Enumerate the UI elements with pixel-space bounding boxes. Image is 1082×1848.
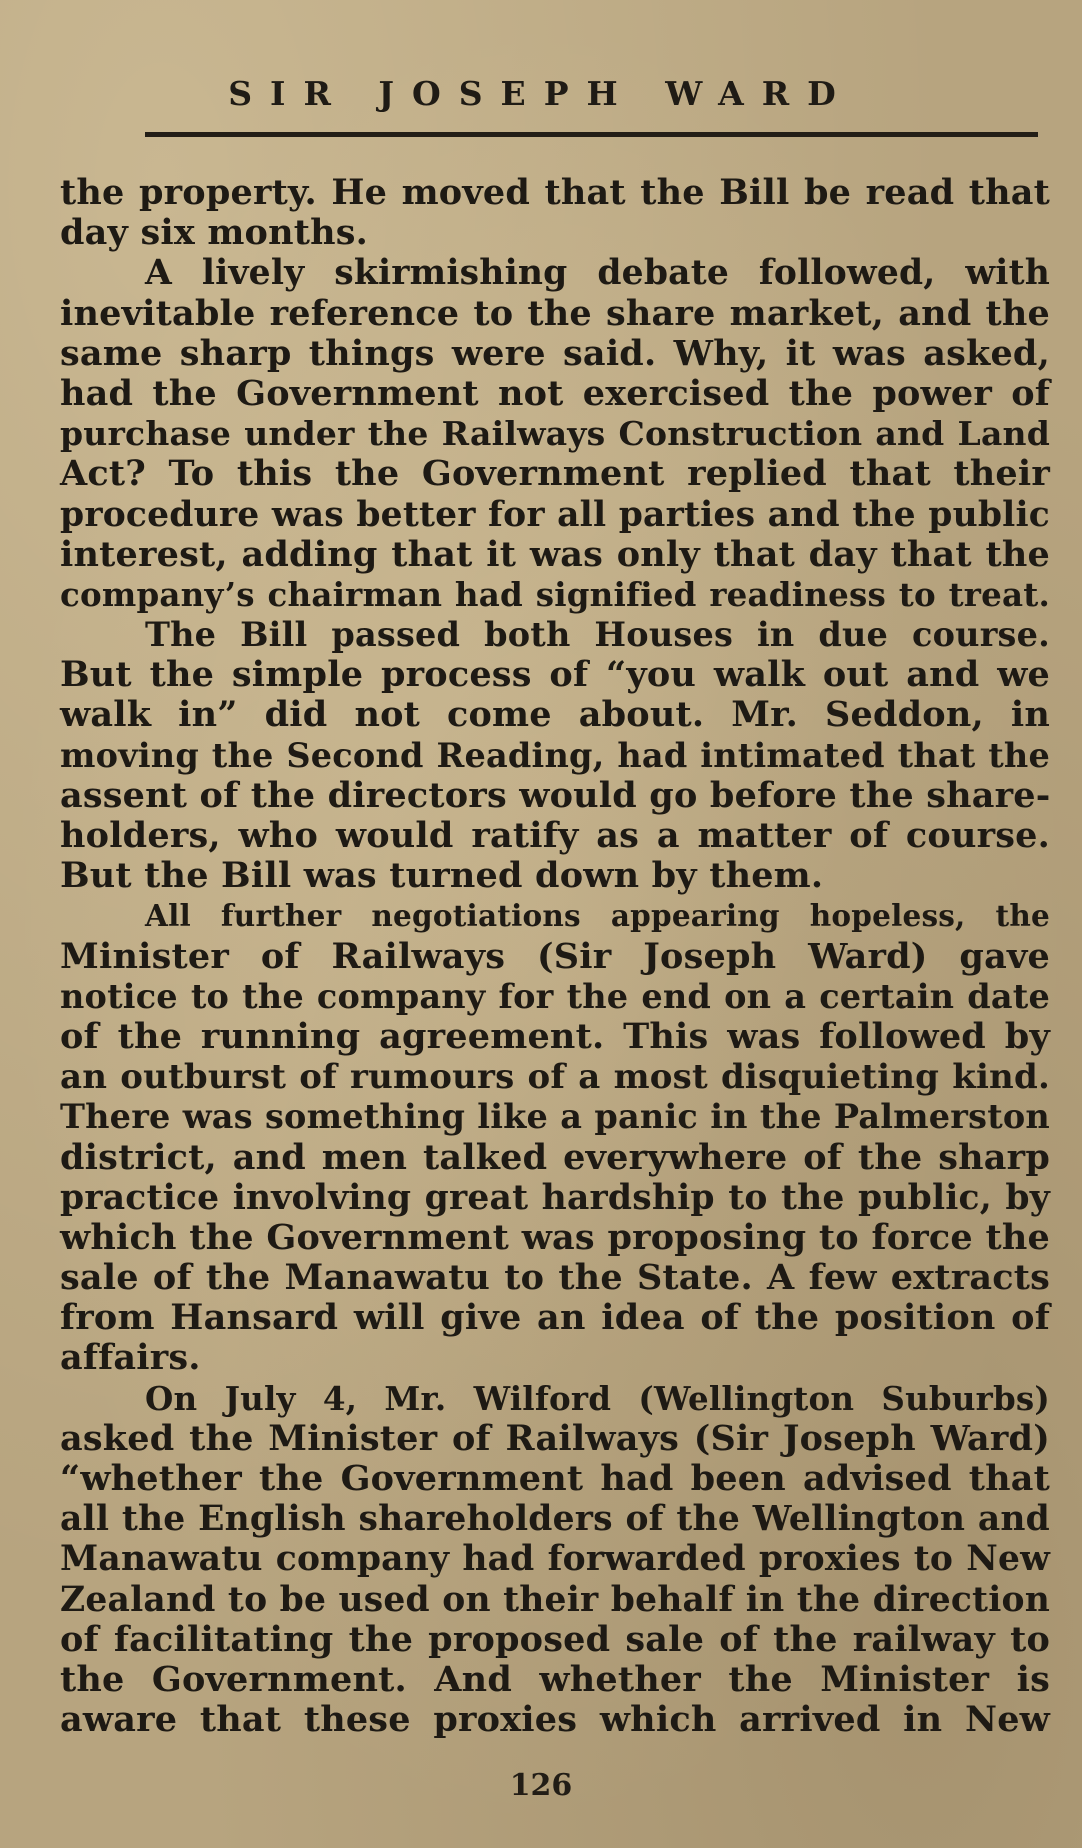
text-line: which the Government was proposing to force the <box>60 1216 1050 1258</box>
text-line: But the simple process of “you walk out and we <box>60 654 1050 696</box>
text-line: purchase under the Railways Construction and Land <box>60 414 1050 454</box>
text-line: the Government. And whether the Minister is <box>60 1658 1050 1700</box>
text-line: All further negotiations appearing hopeless, the <box>145 898 1050 934</box>
text-line: affairs. <box>60 1337 201 1379</box>
text-line: the property. He moved that the Bill be read that <box>60 172 1050 213</box>
text-line: practice involving great hardship to the public, by <box>60 1177 1050 1218</box>
text-line: But the Bill was turned down by them. <box>60 855 824 897</box>
text-line: Act? To this the Government replied that their <box>60 453 1050 495</box>
text-line: of facilitating the proposed sale of the railway to <box>60 1618 1050 1660</box>
text-line: inevitable reference to the share market, and the <box>60 292 1050 334</box>
text-line: On July 4, Mr. Wilford (Wellington Suburbs) <box>145 1378 1050 1418</box>
text-line: an outburst of rumours of a most disquieting kind. <box>60 1057 1050 1098</box>
text-line: Manawatu company had forwarded proxies to New <box>60 1539 1050 1580</box>
text-line: holders, who would ratify as a matter of course. <box>60 815 1050 856</box>
running-head: SIR JOSEPH WARD <box>228 74 854 113</box>
text-line: Minister of Railways (Sir Joseph Ward) gave <box>60 935 1050 977</box>
text-line: district, and men talked everywhere of the sharp <box>60 1136 1050 1178</box>
text-line: moving the Second Reading, had intimated that the <box>60 735 1050 775</box>
text-line: Zealand to be used on their behalf in the direction <box>60 1579 1050 1620</box>
text-line: from Hansard will give an idea of the position of <box>60 1297 1050 1339</box>
header-rule <box>145 132 1038 137</box>
text-line: The Bill passed both Houses in due course. <box>145 615 1050 655</box>
text-line: A lively skirmishing debate followed, with <box>145 253 1050 294</box>
text-line: notice to the company for the end on a certain date <box>60 976 1050 1016</box>
text-line: assent of the directors would go before the share- <box>60 774 1051 816</box>
text-line: same sharp things were said. Why, it was asked, <box>60 332 1050 374</box>
text-line: had the Government not exercised the power of <box>60 372 1050 414</box>
text-line: company’s chairman had signified readiness to treat. <box>60 574 1050 614</box>
text-line: “whether the Government had been advised that <box>60 1458 1050 1499</box>
body-text <box>60 173 1050 1740</box>
text-line: procedure was better for all parties and the public <box>60 494 1050 535</box>
text-line: of the running agreement. This was followed by <box>60 1015 1050 1057</box>
page-number: 126 <box>509 1768 573 1803</box>
text-line: day six months. <box>60 212 369 254</box>
text-line: all the English shareholders of the Wellington and <box>60 1499 1050 1540</box>
text-line: interest, adding that it was only that day that the <box>60 533 1050 575</box>
text-line: asked the Minister of Railways (Sir Joseph Ward) <box>60 1417 1050 1459</box>
text-line: There was something like a panic in the Palmerston <box>60 1097 1050 1137</box>
text-line: walk in” did not come about. Mr. Seddon, in <box>60 694 1050 736</box>
text-line: sale of the Manawatu to the State. A few extracts <box>60 1257 1050 1299</box>
text-line: aware that these proxies which arrived in New <box>60 1699 1050 1741</box>
